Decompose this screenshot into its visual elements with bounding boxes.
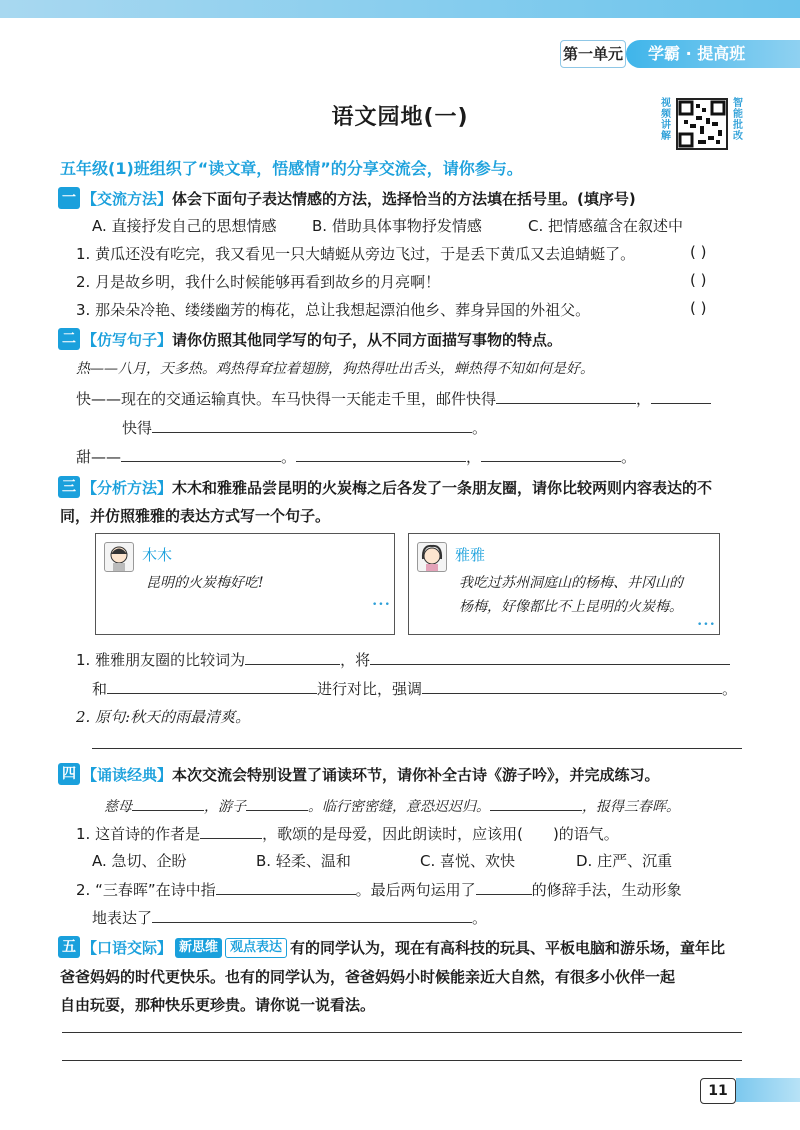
post-dots-yaya: ••• — [697, 620, 716, 630]
s4-poem-a: 慈母 — [104, 799, 132, 815]
section-3-text-1: 木木和雅雅品尝昆明的火炭梅之后各发了一条朋友圈，请你比较两则内容表达的不 — [172, 479, 713, 497]
qr-left-label: 视频讲解 — [661, 98, 671, 142]
s4-q1-a: 1. 这首诗的作者是 — [76, 825, 201, 843]
s2-period: 。 — [472, 419, 488, 437]
s4-blank-4[interactable] — [200, 822, 262, 839]
s5-answer-line-2[interactable] — [62, 1060, 742, 1061]
post-text-mumu: 昆明的火炭梅好吃! — [146, 575, 264, 591]
section-4-number: 四 — [58, 763, 80, 785]
section-3-header — [82, 477, 712, 498]
s1-option-c: C. 把情感蕴含在叙述中 — [528, 217, 684, 235]
s2-sweet-line — [76, 445, 636, 467]
section-4-tag: 【诵读经典】 — [82, 766, 173, 784]
section-5-text-3: 自由玩耍，那种快乐更珍贵。请你说一说看法。 — [60, 996, 376, 1014]
s3-blank-3[interactable] — [107, 677, 317, 694]
post-name-mumu: 木木 — [142, 546, 173, 564]
badge-new-thinking: 新思维 — [175, 938, 222, 958]
s2-blank-4[interactable] — [121, 445, 281, 462]
section-1-tag: 【交流方法】 — [82, 190, 173, 208]
s3-blank-2[interactable] — [370, 648, 730, 665]
s4-q2-line-2 — [92, 906, 487, 928]
s3-period: 。 — [722, 680, 738, 698]
s4-q1-line — [76, 822, 619, 844]
qr-right-label: 智能批改 — [733, 98, 743, 142]
s1-answer-1[interactable]: ( ) — [690, 243, 707, 261]
s4-option-a: A. 急切、企盼 — [92, 852, 187, 870]
section-3-text-2: 同，并仿照雅雅的表达方式写一个句子。 — [60, 507, 331, 525]
s2-comma: ， — [636, 390, 652, 408]
s4-option-b: B. 轻柔、温和 — [256, 852, 351, 870]
s3-answer-line[interactable] — [92, 748, 742, 749]
s3-q1-text-b: ，将 — [340, 651, 371, 669]
s2-comma-2: ， — [466, 448, 482, 466]
post-dots-mumu: ••• — [372, 600, 391, 610]
s3-q1-text-a: 1. 雅雅朋友圈的比较词为 — [76, 651, 246, 669]
s3-q2: 2. 原句:秋天的雨最清爽。 — [76, 708, 251, 726]
s3-blank-4[interactable] — [422, 677, 722, 694]
section-5-text-2: 爸爸妈妈的时代更快乐。也有的同学认为，爸爸妈妈小时候能亲近大自然，有很多小伙伴一起 — [60, 968, 676, 986]
section-5-header — [82, 937, 725, 958]
s4-option-d: D. 庄严、沉重 — [576, 852, 673, 870]
s4-blank-7[interactable] — [152, 906, 472, 923]
s2-period-3: 。 — [621, 448, 637, 466]
s2-fast-line — [76, 387, 711, 409]
s2-period-2: 。 — [281, 448, 297, 466]
post-name-yaya: 雅雅 — [455, 546, 486, 564]
s4-q2-e: 。 — [472, 909, 488, 927]
section-1-header — [82, 188, 636, 209]
avatar-mumu — [104, 542, 134, 572]
s1-option-a: A. 直接抒发自己的思想情感 — [92, 217, 277, 235]
section-1-text: 体会下面句子表达情感的方法，选择恰当的方法填在括号里。(填序号) — [172, 190, 636, 208]
s4-blank-2[interactable] — [246, 794, 308, 811]
s4-blank-5[interactable] — [216, 878, 356, 895]
s4-poem-b: ，游子 — [204, 799, 246, 815]
section-4-header — [82, 764, 660, 785]
s1-item-1: 1. 黄瓜还没有吃完，我又看见一只大蜻蜓从旁边飞过，于是丢下黄瓜又去追蜻蜓了。 — [76, 245, 636, 263]
s1-answer-3[interactable]: ( ) — [690, 299, 707, 317]
s2-blank-2[interactable] — [651, 387, 711, 404]
section-2-header — [82, 329, 562, 350]
post-card-yaya — [408, 533, 720, 635]
s2-sweet-text: 甜—— — [76, 448, 122, 466]
section-3-number: 三 — [58, 476, 80, 498]
s4-blank-6[interactable] — [476, 878, 532, 895]
s3-q1-line-2 — [92, 677, 737, 699]
top-color-bar — [0, 0, 800, 18]
s3-q1-text-c: 和 — [92, 680, 108, 698]
s2-blank-6[interactable] — [481, 445, 621, 462]
s3-blank-1[interactable] — [245, 648, 340, 665]
s4-option-c: C. 喜悦、欢快 — [420, 852, 516, 870]
s4-poem-d: ，报得三春晖。 — [582, 799, 680, 815]
section-2-number: 二 — [58, 328, 80, 350]
s4-q1-b: ，歌颂的是母爱，因此朗读时，应该用( — [262, 825, 523, 843]
s1-item-2: 2. 月是故乡明，我什么时候能够再看到故乡的月亮啊！ — [76, 273, 441, 291]
s4-blank-3[interactable] — [490, 794, 582, 811]
section-5-text-1: 有的同学认为，现在有高科技的玩具、平板电脑和游乐场，童年比 — [290, 939, 726, 957]
s4-poem-c: 。临行密密缝，意恐迟迟归。 — [308, 799, 490, 815]
page-title: 语文园地(一) — [331, 105, 469, 130]
qr-code-icon[interactable] — [676, 98, 728, 150]
section-4-text: 本次交流会特别设置了诵读环节，请你补全古诗《游子吟》，并完成练习。 — [172, 766, 660, 784]
s5-answer-line-1[interactable] — [62, 1032, 742, 1033]
s2-fast-text: 快——现在的交通运输真快。车马快得一天能走千里，邮件快得 — [76, 390, 497, 408]
page-number: 11 — [700, 1078, 736, 1104]
section-2-text: 请你仿照其他同学写的句子，从不同方面描写事物的特点。 — [172, 331, 563, 349]
avatar-yaya — [417, 542, 447, 572]
section-5-tag: 【口语交际】 — [82, 939, 173, 957]
page-number-bar — [736, 1078, 800, 1102]
s2-blank-1[interactable] — [496, 387, 636, 404]
brand-tab: 学霸 · 提高班 — [626, 40, 800, 68]
s4-blank-1[interactable] — [132, 794, 204, 811]
post-text-yaya-1: 我吃过苏州洞庭山的杨梅、井冈山的 — [459, 575, 683, 591]
s2-blank-5[interactable] — [296, 445, 466, 462]
section-3-tag: 【分析方法】 — [82, 479, 173, 497]
section-5-number: 五 — [58, 936, 80, 958]
s3-q1-line-1 — [76, 648, 730, 670]
s4-q2-a: 2. “三春晖”在诗中指 — [76, 881, 216, 899]
s2-fast-line-2 — [122, 416, 487, 438]
s2-blank-3[interactable] — [152, 416, 472, 433]
s4-q2-c: 的修辞手法，生动形象 — [531, 881, 682, 899]
s1-answer-2[interactable]: ( ) — [690, 271, 707, 289]
s3-q1-text-d: 进行对比，强调 — [317, 680, 423, 698]
post-text-yaya-2: 杨梅，好像都比不上昆明的火炭梅。 — [459, 599, 683, 615]
section-1-number: 一 — [58, 187, 80, 209]
s2-fast-text-2: 快得 — [122, 419, 153, 437]
s1-item-3: 3. 那朵朵冷艳、缕缕幽芳的梅花，总让我想起漂泊他乡、葬身异国的外祖父。 — [76, 301, 591, 319]
intro-text: 五年级(1)班组织了“读文章，悟感情”的分享交流会，请你参与。 — [60, 159, 523, 178]
s4-q2-line — [76, 878, 682, 900]
s1-option-b: B. 借助具体事物抒发情感 — [312, 217, 482, 235]
badge-viewpoint: 观点表达 — [225, 938, 287, 958]
qr-code-block[interactable] — [660, 96, 746, 156]
post-card-mumu — [95, 533, 395, 635]
s4-q2-b: 。最后两句运用了 — [355, 881, 476, 899]
s4-poem-line — [104, 794, 680, 816]
s4-q1-c: )的语气。 — [552, 825, 619, 843]
s4-q2-d: 地表达了 — [92, 909, 153, 927]
unit-tab: 第一单元 — [560, 40, 626, 68]
section-2-tag: 【仿写句子】 — [82, 331, 173, 349]
s2-example-hot: 热——八月，天多热。鸡热得耷拉着翅膀，狗热得吐出舌头，蝉热得不知如何是好。 — [76, 361, 594, 377]
